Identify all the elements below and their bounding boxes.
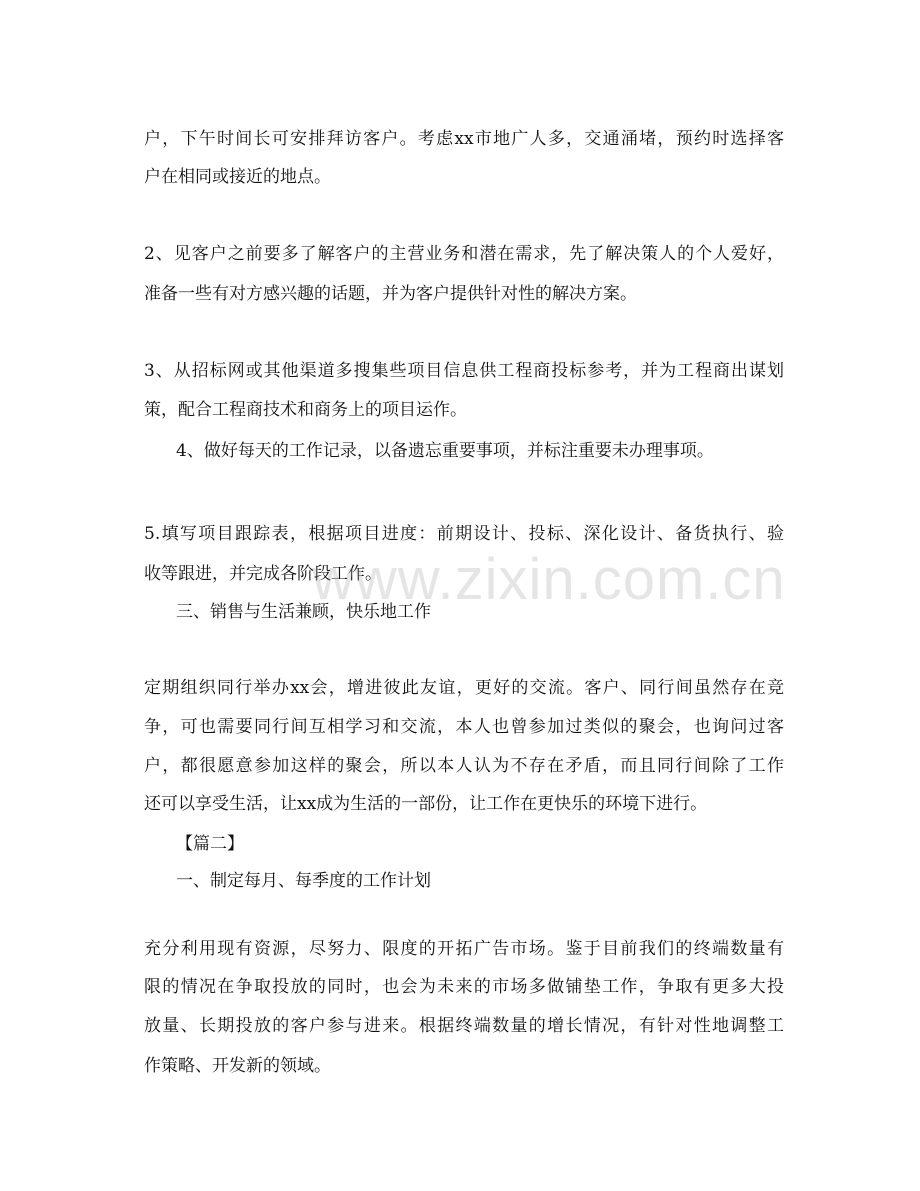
section-heading: 一、制定每月、每季度的工作计划 xyxy=(176,871,431,891)
paragraph-line: 限的情况在争取投放的同时，也会为未来的市场多做铺垫工作，争取有更多大投 xyxy=(144,977,784,997)
paragraph-line: 户，下午时间长可安排拜访客户。考虑xx市地广人多，交通涌堵，预约时选择客 xyxy=(144,129,784,149)
paragraph-line: 4、做好每天的工作记录，以备遗忘重要事项，并标注重要未办理事项。 xyxy=(176,441,714,461)
paragraph-line: 充分利用现有资源，尽努力、限度的开拓广告市场。鉴于目前我们的终端数量有 xyxy=(144,939,784,959)
paragraph-line: 3、从招标网或其他渠道多搜集些项目信息供工程商投标参考，并为工程商出谋划 xyxy=(144,361,784,381)
paragraph-line: 户，都很愿意参加这样的聚会，所以本人认为不存在矛盾，而且同行间除了工作 xyxy=(144,756,784,776)
paragraph-line: 争，可也需要同行间互相学习和交流，本人也曾参加过类似的聚会，也询问过客 xyxy=(144,717,784,737)
paragraph-line: 放量、长期投放的客户参与进来。根据终端数量的增长情况，有针对性地调整工 xyxy=(144,1016,784,1036)
section-heading: 三、销售与生活兼顾，快乐地工作 xyxy=(176,602,431,622)
paragraph-line: 定期组织同行举办xx会，增进彼此友谊，更好的交流。客户、同行间虽然存在竞 xyxy=(144,678,784,698)
paragraph-line: 策，配合工程商技术和商务上的项目运作。 xyxy=(144,400,467,420)
paragraph-line: 准备一些有对方感兴趣的话题，并为客户提供针对性的解决方案。 xyxy=(144,284,637,304)
watermark-text: www.zixin.com.cn xyxy=(312,547,786,612)
paragraph-line: 作策略、开发新的领域。 xyxy=(144,1056,331,1076)
paragraph-line: 户在相同或接近的地点。 xyxy=(144,167,331,187)
section-marker: 【篇二】 xyxy=(176,834,244,854)
paragraph-line: 收等跟进，并完成各阶段工作。 xyxy=(144,564,382,584)
paragraph-line: 还可以享受生活，让xx成为生活的一部份，让工作在更快乐的环境下进行。 xyxy=(144,794,708,814)
paragraph-line: 2、见客户之前要多了解客户的主营业务和潜在需求，先了解决策人的个人爱好， xyxy=(144,244,784,264)
paragraph-line: 5.填写项目跟踪表，根据项目进度：前期设计、投标、深化设计、备货执行、验 xyxy=(144,524,784,544)
